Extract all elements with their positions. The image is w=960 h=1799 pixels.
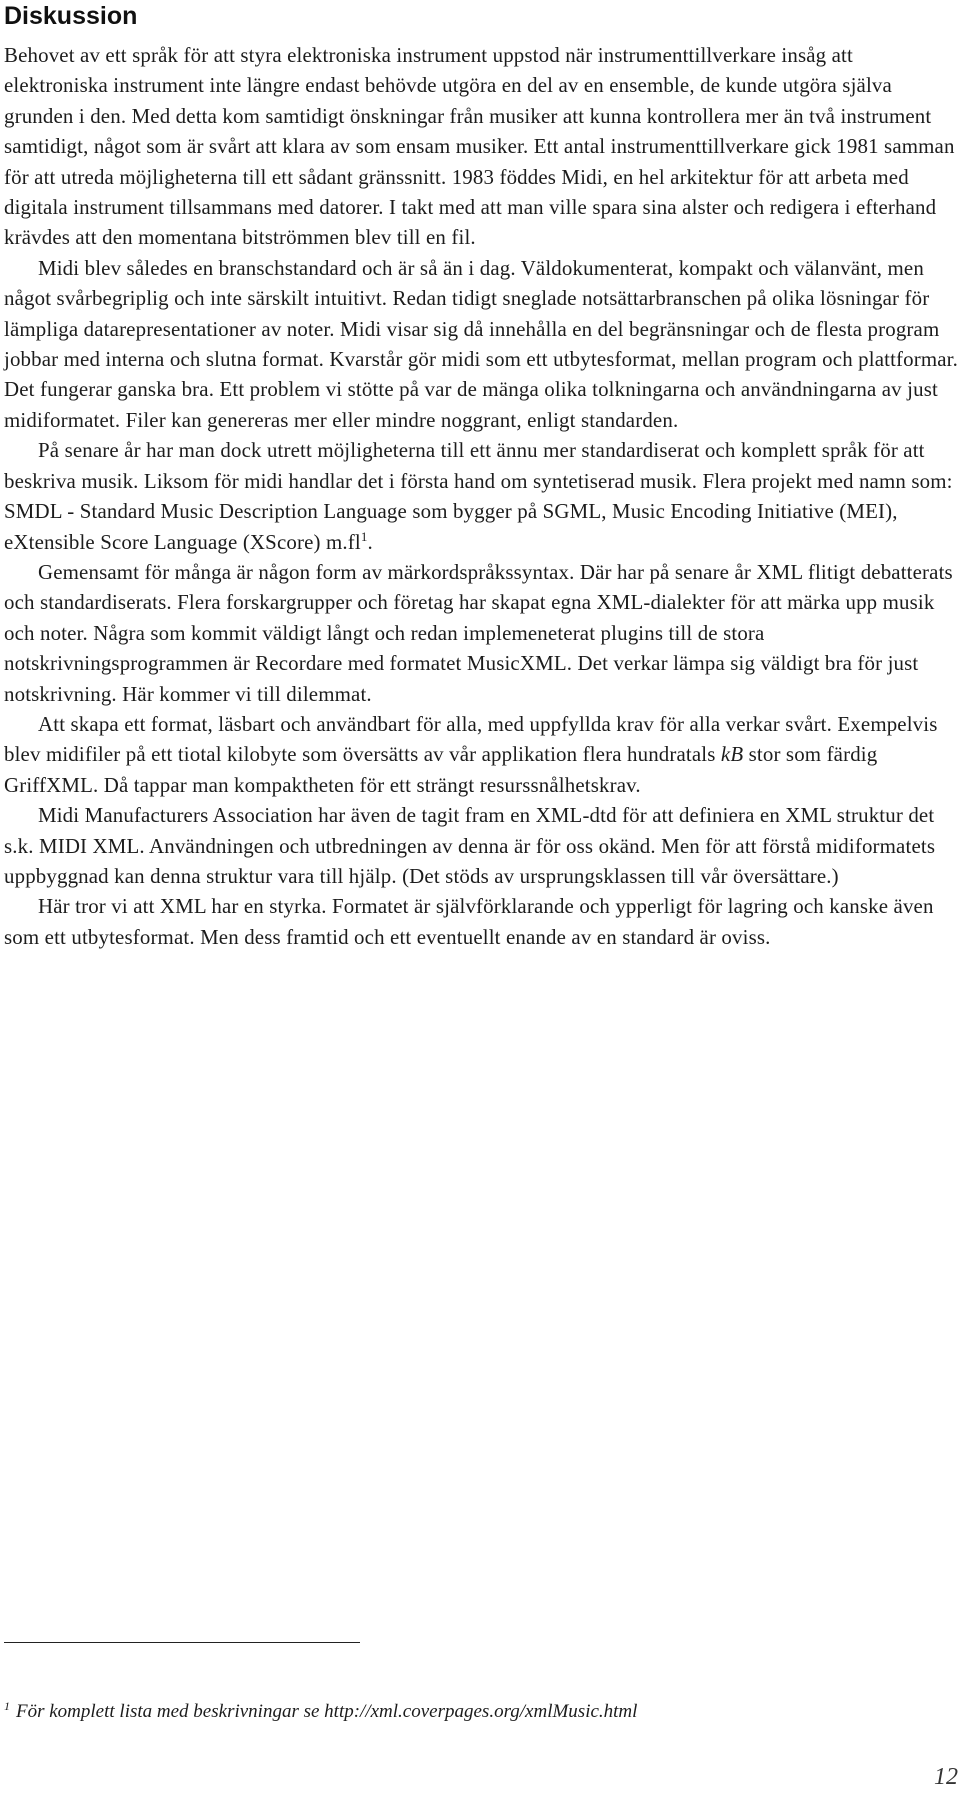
- paragraph-format-dilemma: [4, 709, 960, 800]
- paragraph-midi-xml: Midi Manufacturers Association har även de tagit fram en XML-dtd för att definiera en XML struktur det s.k. MIDI XML. Användningen och utbredningen av denna är för oss okänd. Men för att förstå midiformatets uppbyggnad kan denna struktur vara till hjälp. (Det stöds av ursprungsklassen till vår översättare.): [4, 803, 936, 888]
- footnote-text: För komplett lista med beskrivningar se http://xml.coverpages.org/xmlMusic.html: [16, 1701, 638, 1722]
- paragraph-midi-history: Behovet av ett språk för att styra elektroniska instrument uppstod när instrumenttillverkare insåg att elektroniska instrument inte längre endast behövde utgöra en del av en ensemble, de kunde utgöra själva grunden i den. Med detta kom samtidigt önskningar från musiker att kunna kontrollera mer än två instrument samtidigt, något som är svårt att klara av som ensam musiker. Ett antal instrumenttillverkare gick 1981 samman för att utreda möjligheterna till ett sådant gränssnitt. 1983 föddes Midi, en hel arkitektur för att arbeta med digitala instrument tillsammans med datorer. I takt med att man ville spara sina alster och redigera i efterhand krävdes att den momentana bitströmmen blev till en fil.: [4, 43, 955, 250]
- footnote-number: 1: [4, 1698, 10, 1713]
- paragraph-xml-dialects: Gemensamt för många är någon form av märkordspråkssyntax. Där har på senare år XML flitigt debatterats och standardiserats. Flera forskargrupper och företag har skapat egna XML-dialekter för att märka upp musik och noter. Några som kommit väldigt långt och redan implemeneterat plugins till de stora notskrivningsprogrammen är Recordare med formatet MusicXML. Det verkar lämpa sig väldigt bra för just notskrivning. Här kommer vi till dilemmat.: [4, 559, 953, 706]
- paragraph-format-dilemma-text-a: Att skapa ett format, läsbart och användbart för alla, med uppfyllda krav för alla verkar svårt. Exempelvis blev midifiler på ett tiotal kilobyte som översätts av vår applikation flera hundratals: [4, 711, 938, 767]
- paragraph-xml-strength: Här tror vi att XML har en styrka. Formatet är självförklarande och ypperligt för lagring och kanske även som ett utbytesformat. Men dess framtid och ett eventuellt enande av en standard är oviss.: [4, 894, 934, 949]
- paragraph-format-dilemma-text-b: stor som färdig GriffXML. Då tappar man kompaktheten för ett strängt resurssnålhetskrav.: [4, 742, 878, 797]
- section-heading: Diskussion: [4, 2, 138, 30]
- footnote-reference: 1: [360, 528, 368, 544]
- paragraph-music-languages: [4, 435, 960, 557]
- page-number: 12: [934, 1764, 958, 1790]
- body-text: [4, 40, 960, 952]
- footnote-separator: [4, 1642, 360, 1643]
- paragraph-music-languages-text: På senare år har man dock utrett möjligheterna till ett ännu mer standardiserat och komplett språk för att beskriva musik. Liksom för midi handlar det i första hand om syntetiserad musik. Flera projekt med namn som: SMDL - Standard Music Description Language som bygger på SGML, Music Encoding Initiative (MEI), eXtensible Score Language (XScore) m.fl: [4, 438, 953, 554]
- kb-unit: kB: [720, 742, 744, 767]
- paragraph-midi-standard: Midi blev således en branschstandard och är så än i dag. Väldokumenterat, kompakt och välanvänt, men något svårbegriplig och inte särskilt intuitivt. Redan tidigt sneglade notsättarbranschen på olika lösningar för lämpliga datarepresentationer av noter. Midi visar sig då innehålla en del begränsningar och de flesta program jobbar med interna och slutna format. Kvarstår gör midi som ett utbytesformat, mellan program och plattformar. Det fungerar ganska bra. Ett problem vi stötte på var de mänga olika tolkningarna och användningarna av just midiformatet. Filer kan genereras mer eller mindre noggrant, enligt standarden.: [4, 255, 958, 432]
- footnote: [4, 1699, 637, 1725]
- paragraph-music-languages-end: .: [367, 529, 373, 554]
